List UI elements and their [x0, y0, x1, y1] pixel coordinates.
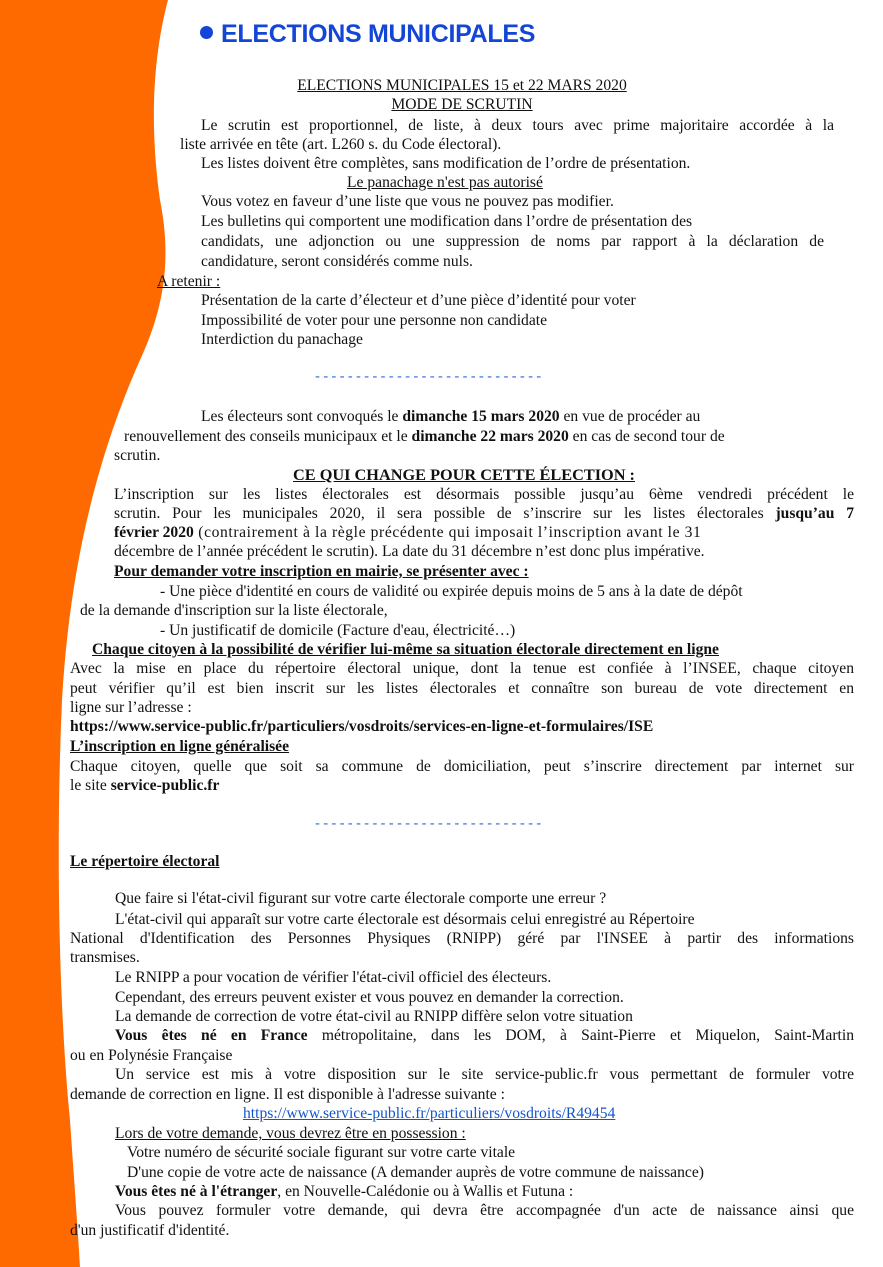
text-line: Les électeurs sont convoqués le dimanche 15 mars 2020 en vue de procéder au [201, 408, 701, 425]
text-line: février 2020 (contrairement à la règle précédente qui imposait l’inscription avant le 31 [114, 524, 702, 541]
mairie-heading: Pour demander votre inscription en mairie, se présenter avec : [114, 563, 529, 580]
election-title: ELECTIONS MUNICIPALES 15 et 22 MARS 2020 [297, 77, 627, 94]
ise-url[interactable]: https://www.service-public.fr/particuliers/vosdroits/services-en-ligne-et-formulaires/ISE [70, 718, 654, 735]
text-line: L'état-civil qui apparaît sur votre carte électorale est désormais celui enregistré au Répertoire [115, 911, 695, 928]
text-line: candidature, seront considérés comme nuls. [201, 253, 473, 270]
list-item: - Un justificatif de domicile (Facture d'eau, électricité…) [160, 622, 516, 639]
text-line: Vous pouvez formuler votre demande, qui devra être accompagnée d'un acte de naissance ainsi que [115, 1202, 854, 1219]
text-line: d'un justificatif d'identité. [70, 1222, 230, 1239]
text-line: Les listes doivent être complètes, sans modification de l’ordre de présentation. [201, 155, 691, 172]
text-line: ou en Polynésie Française [70, 1047, 233, 1064]
repertoire-heading: Le répertoire électoral [70, 853, 220, 870]
text-line: Le RNIPP a pour vocation de vérifier l'état-civil officiel des électeurs. [115, 969, 552, 986]
text-line: Cependant, des erreurs peuvent exister et vous pouvez en demander la correction. [115, 989, 624, 1006]
text-line: liste arrivée en tête (art. L260 s. du Code électoral). [180, 136, 502, 153]
online-heading: L’inscription en ligne généralisée [70, 738, 290, 755]
text-line: Vous votez en faveur d’une liste que vous ne pouvez pas modifier. [201, 193, 614, 210]
text-line: demande de correction en ligne. Il est disponible à l'adresse suivante : [70, 1086, 505, 1103]
text-line: de la demande d'inscription sur la liste électorale, [80, 602, 388, 619]
text-line: décembre de l’année précédent le scrutin). La date du 31 décembre n’est donc plus impérative. [114, 543, 705, 560]
verif-heading: Chaque citoyen à la possibilité de vérifier lui-même sa situation électorale directement en ligne [92, 641, 719, 658]
page-title-text: ELECTIONS MUNICIPALES [221, 20, 536, 48]
panachage-heading: Le panachage n'est pas autorisé [347, 174, 543, 191]
bullet-icon [200, 26, 213, 39]
text-line: peut vérifier qu’il est bien inscrit sur les listes électorales et connaître son bureau de vote directement en [70, 680, 854, 697]
possession-heading: Lors de votre demande, vous devrez être en possession : [115, 1125, 466, 1142]
text-line: Vous êtes né en France métropolitaine, dans les DOM, à Saint-Pierre et Miquelon, Saint-Martin [115, 1027, 854, 1044]
text-line: scrutin. [114, 447, 161, 464]
separator: ---------------------------- [315, 815, 545, 832]
text-line: National d'Identification des Personnes Physiques (RNIPP) géré par l'INSEE à partir des informations [70, 930, 854, 947]
text-line: Un service est mis à votre disposition sur le site service-public.fr vous permettant de formuler votre [115, 1066, 854, 1083]
text-line: ligne sur l’adresse : [70, 699, 192, 716]
retenir-item: Interdiction du panachage [201, 331, 363, 348]
text-line: renouvellement des conseils municipaux et le dimanche 22 mars 2020 en cas de second tour de [124, 428, 725, 445]
rnipp-link[interactable]: https://www.service-public.fr/particuliers/vosdroits/R49454 [243, 1105, 616, 1122]
text-line: Les bulletins qui comportent une modification dans l’ordre de présentation des [201, 213, 693, 230]
mode-scrutin-title: MODE DE SCRUTIN [391, 96, 533, 113]
text-line: Avec la mise en place du répertoire électoral unique, dont la tenue est confiée à l’INSEE, chaque citoyen [70, 660, 854, 677]
retenir-item: Impossibilité de voter pour une personne non candidate [201, 312, 548, 329]
separator: ---------------------------- [315, 368, 545, 385]
text-line: Que faire si l'état-civil figurant sur votre carte électorale comporte une erreur ? [115, 890, 607, 907]
retenir-item: Présentation de la carte d’électeur et d’une pièce d’identité pour voter [201, 292, 636, 309]
list-item: - Une pièce d'identité en cours de validité ou expirée depuis moins de 5 ans à la date de dépôt [160, 583, 743, 600]
text-line: le site service-public.fr [70, 777, 220, 794]
list-item: D'une copie de votre acte de naissance (A demander auprès de votre commune de naissance) [127, 1164, 704, 1181]
change-heading: CE QUI CHANGE POUR CETTE ÉLECTION : [293, 465, 635, 484]
text-line: L’inscription sur les listes électorales est désormais possible jusqu’au 6ème vendredi précédent le [114, 486, 854, 503]
list-item: Votre numéro de sécurité sociale figurant sur votre carte vitale [127, 1144, 516, 1161]
text-line: Vous êtes né à l'étranger, en Nouvelle-Calédonie ou à Wallis et Futuna : [115, 1183, 574, 1200]
page-title [200, 20, 535, 49]
retenir-heading: A retenir : [157, 273, 221, 290]
text-line: Le scrutin est proportionnel, de liste, à deux tours avec prime majoritaire accordée à la [201, 117, 834, 134]
text-line: candidats, une adjonction ou une suppression de noms par rapport à la déclaration de [201, 233, 824, 250]
text-line: Chaque citoyen, quelle que soit sa commune de domiciliation, peut s’inscrire directement par internet sur [70, 758, 854, 775]
text-line: La demande de correction de votre état-civil au RNIPP diffère selon votre situation [115, 1008, 633, 1025]
text-line: transmises. [70, 949, 140, 966]
text-line: scrutin. Pour les municipales 2020, il sera possible de s’inscrire sur les listes électorales jusqu’au 7 [114, 505, 854, 522]
